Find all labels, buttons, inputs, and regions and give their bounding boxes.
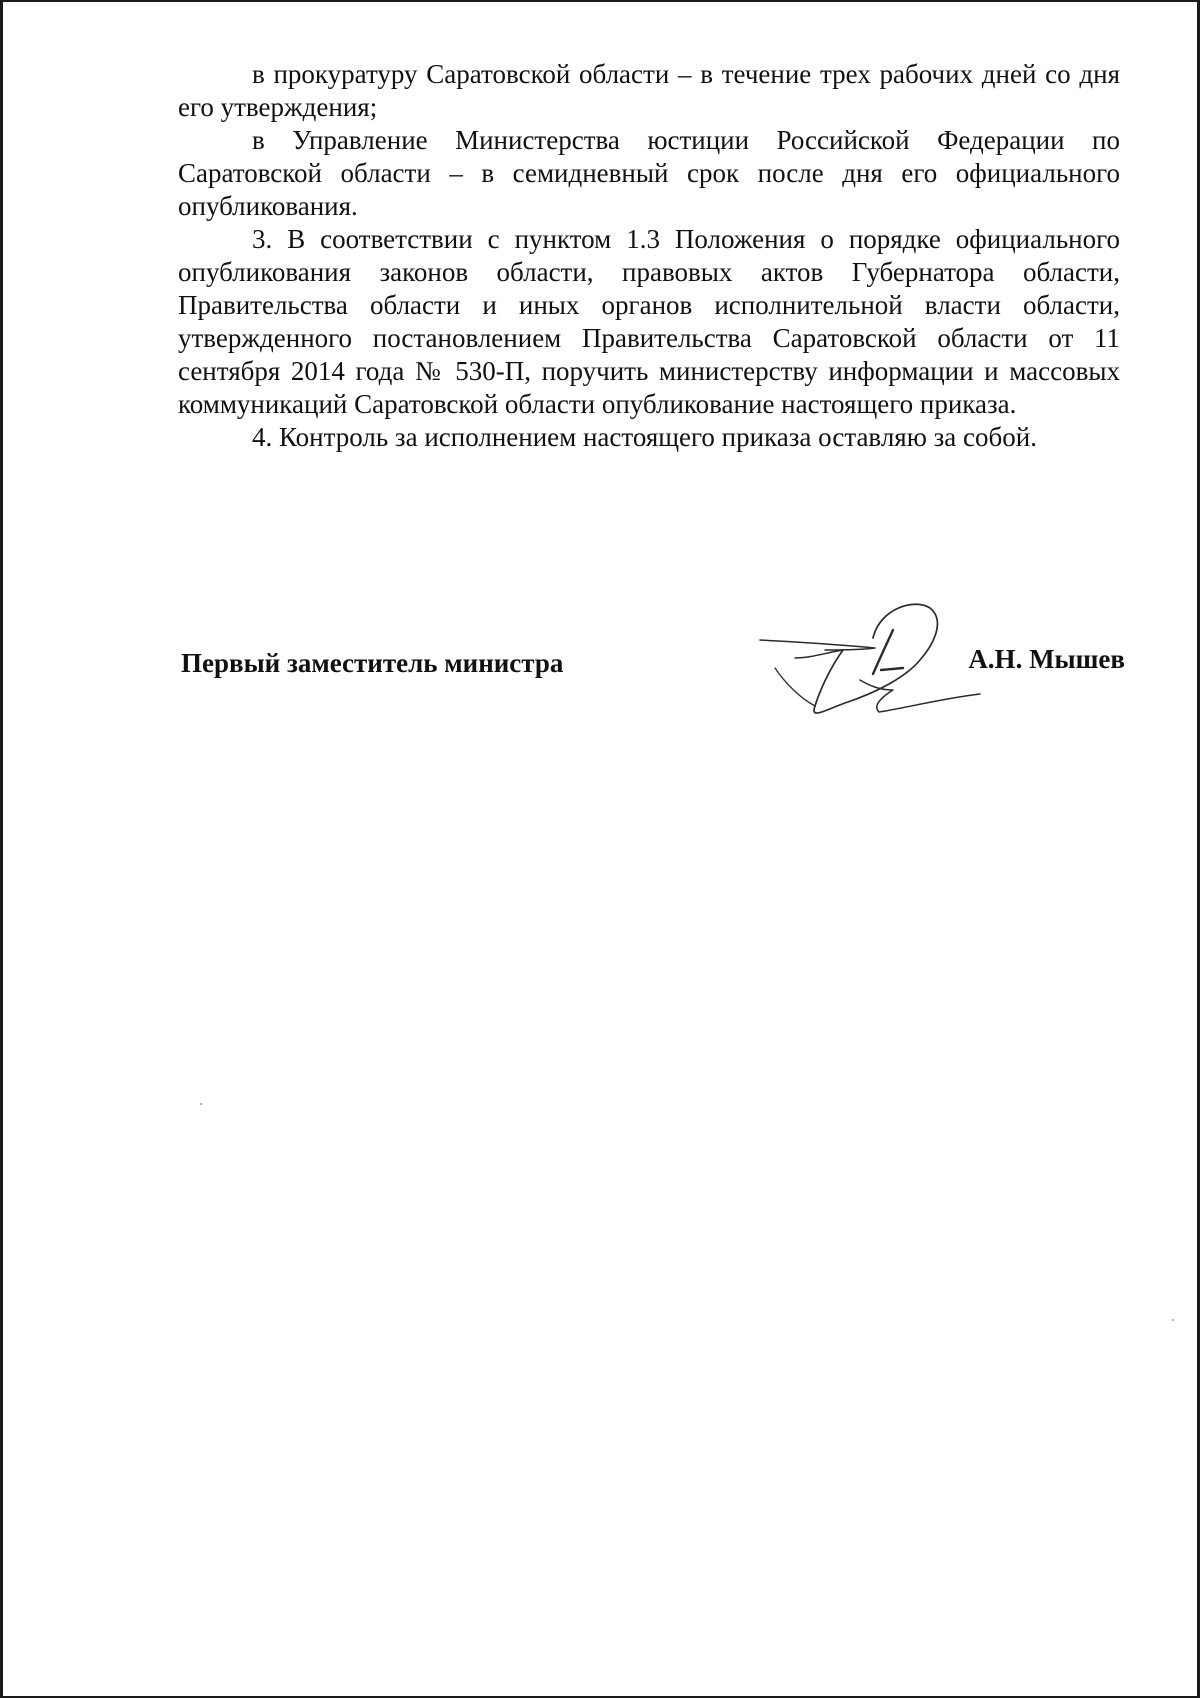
scan-speck	[200, 1103, 202, 1105]
signatory-name: А.Н. Мышев	[968, 644, 1125, 674]
scan-speck	[1172, 1319, 1174, 1321]
signatory-position: Первый заместитель министра	[181, 648, 564, 678]
paragraph-control: 4. Контроль за исполнением настоящего приказа оставляю за собой.	[252, 422, 1037, 452]
document-body	[178, 58, 1120, 454]
paragraph-publication: 3. В соответствии с пунктом 1.3 Положения о порядке официального опубликования законов области, правовых актов Губернатора области, Правительства области и иных органов исполнительной власти области, утвержденного постановлением Правительства Саратовской области от 11 сентября 2014 года № 530-П, поручить министерству информации и массовых коммуникаций Саратовской области опубликование настоящего приказа.	[178, 224, 1120, 419]
paragraph-prosecutor: в прокуратуру Саратовской области – в течение трех рабочих дней со дня его утверждения;	[178, 59, 1120, 122]
paragraph-ministry-of-justice: в Управление Министерства юстиции Российской Федерации по Саратовской области – в семидневный срок после дня его официального опубликования.	[178, 125, 1120, 221]
handwritten-signature	[755, 598, 985, 728]
